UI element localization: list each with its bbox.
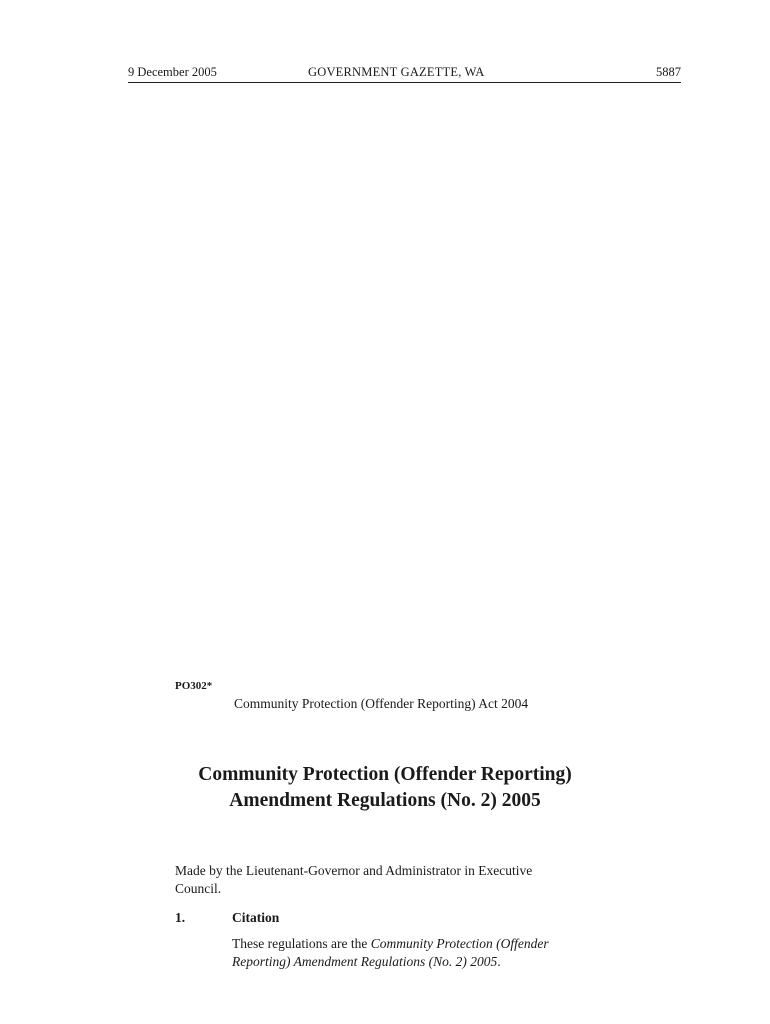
enactment-line-2: Council. xyxy=(175,881,222,896)
section-body xyxy=(232,935,632,971)
page-header xyxy=(128,64,681,83)
regulation-title-line-2: Amendment Regulations (No. 2) 2005 xyxy=(229,790,541,811)
regulation-title-line-1: Community Protection (Offender Reporting) xyxy=(198,764,572,785)
act-reference: Community Protection (Offender Reporting) Act 2004 xyxy=(234,696,529,711)
enactment-line-1: Made by the Lieutenant-Governor and Administrator in Executive xyxy=(175,863,533,878)
section-body-title-line-2: Reporting) Amendment Regulations (No. 2) 2005 xyxy=(232,954,498,969)
header-publication-title: GOVERNMENT GAZETTE, WA xyxy=(308,65,485,79)
section-body-title-line-1: Community Protection (Offender xyxy=(370,936,549,951)
header-page-number: 5887 xyxy=(656,65,681,79)
section-body-suffix: . xyxy=(497,954,501,969)
enactment-statement xyxy=(175,862,615,898)
section-body-prefix: These regulations are the xyxy=(232,936,371,951)
section-heading: Citation xyxy=(232,910,280,925)
notice-code: PO302* xyxy=(175,680,213,692)
header-date: 9 December 2005 xyxy=(128,65,217,79)
section-number: 1. xyxy=(175,910,186,925)
